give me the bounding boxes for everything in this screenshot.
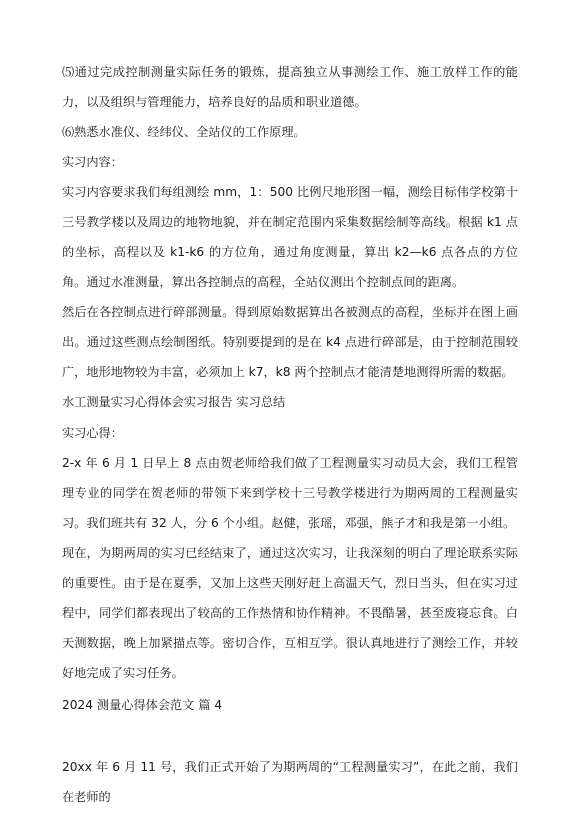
paragraph-objective-6: ⑹熟悉水准仪、经纬仪、全站仪的工作原理。 xyxy=(62,125,306,139)
paragraph-mobilization-meeting: 2-x 年 6 月 1 日早上 8 点由贺老师给我们做了工程测量实习动员大会，我们工程管理专业的同学在贺老师的带领下来到学校十三号教学楼进行为期两周的工程测量实习。我们班共有 32 人，分 6 个小组。赵健，张瑶，邓强，熊子才和我是第一小组。 xyxy=(62,456,518,530)
paragraph-start-date: 20xx 年 6 月 11 号，我们正式开始了为期两周的“工程测量实习”，在此之前，我们在老师的 xyxy=(62,760,518,804)
paragraph-reflection: 现在，为期两周的实习已经结束了，通过这次实习，让我深刻的明白了理论联系实际的重要性。由于是在夏季，又加上这些天刚好赶上高温天气，烈日当头，但在实习过程中，同学们都表现出了较高的工作热情和协作精神。不畏酷暑，甚至废寝忘食。白天测数据，晚上加紧描点等。密切合作，互相互学。很认真地进行了测绘工作，并较好地完成了实习任务。 xyxy=(62,546,518,680)
heading-internship-experience: 实习心得： xyxy=(62,426,123,440)
paragraph-content-requirements: 实习内容要求我们每组测绘 mm，1：500 比例尺地形图一幅，测绘目标伟学校第十三号教学楼以及周边的地物地貌，并在制定范围内采集数据绘制等高线。根据 k1 点的坐标，高程以及 k1-k6 的方位角，通过角度测量，算出 k2—k6 点各点的方位角。通过水准测量，算出各控制点的高程，全站仪测出个控制点间的距离。 xyxy=(62,185,518,289)
paragraph-detail-survey: 然后在各控制点进行碎部测量。得到原始数据算出各被测点的高程，坐标并在图上画出。通过这些测点绘制图纸。特别要提到的是在 k4 点进行碎部是，由于控制范围较广，地形地物较为丰富，必须加上 k7，k8 两个控制点才能清楚地测得所需的数据。 xyxy=(62,305,518,379)
heading-internship-content: 实习内容： xyxy=(62,155,123,169)
paragraph-objective-5: ⑸通过完成控制测量实际任务的锻炼，提高独立从事测绘工作、施工放样工作的能力，以及组织与管理能力，培养良好的品质和职业道德。 xyxy=(62,65,518,109)
heading-report-title: 水工测量实习心得体会实习报告 实习总结 xyxy=(62,395,286,409)
heading-section-4: 2024 测量心得体会范文 篇 4 xyxy=(62,698,223,712)
